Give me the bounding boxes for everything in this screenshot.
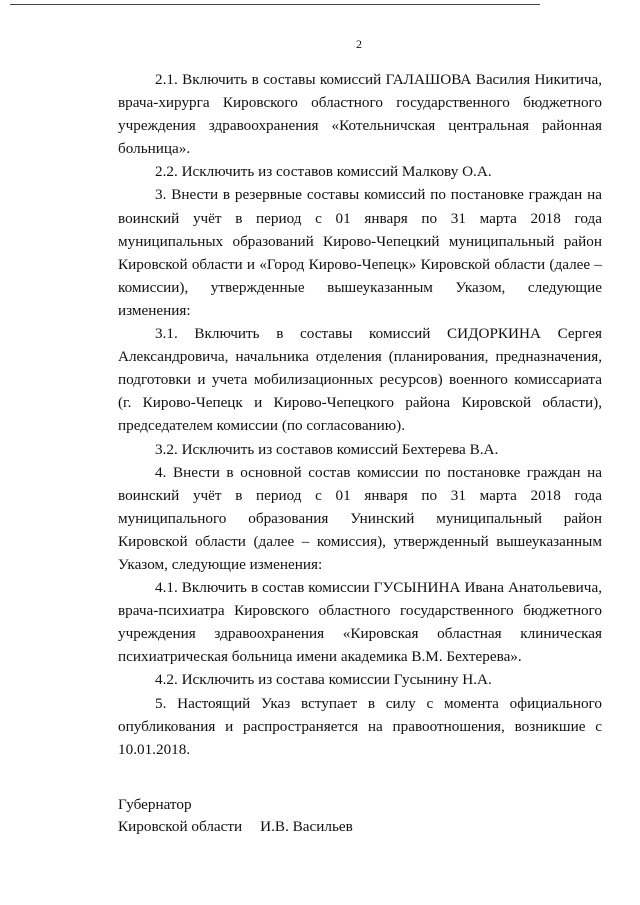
- document-body: [118, 68, 602, 761]
- paragraph-4-2: 4.2. Исключить из состава комиссии Гусынину Н.А.: [155, 671, 492, 689]
- paragraph-3: 3. Внести в резервные составы комиссий по постановке граждан на воинский учёт в период с 01 января по 31 марта 2018 года муниципальных образований Кирово-Чепецкий муниципальный район Кировской области и «Город Кирово-Чепецк» Кировской области (далее – комиссии), утвержденные вышеуказанным Указом, следующие изменения:: [118, 186, 602, 319]
- signature-region: Кировской области: [118, 818, 243, 835]
- signature-name: И.В. Васильев: [260, 818, 353, 835]
- paragraph-3-1: 3.1. Включить в составы комиссий СИДОРКИНА Сергея Александровича, начальника отделения (планирования, предназначения, подготовки и учета мобилизационных ресурсов) военного комиссариата (г. Кирово-Чепецк и Кирово-Чепецкого района Кировской области), председателем комиссии (по согласованию).: [118, 325, 602, 435]
- paragraph-4: 4. Внести в основной состав комиссии по постановке граждан на воинский учёт в период с 01 января по 31 марта 2018 года муниципального образования Унинский муниципальный район Кировской области (далее – комиссия), утвержденный вышеуказанным Указом, следующие изменения:: [118, 463, 602, 573]
- paragraph-4-1: 4.1. Включить в состав комиссии ГУСЫНИНА Ивана Анатольевича, врача-психиатра Кировского областного государственного бюджетного учреждения здравоохранения «Кировская областная клиническая психиатрическая больница имени академика В.М. Бехтерева».: [118, 579, 602, 666]
- paragraph-3-2: 3.2. Исключить из составов комиссий Бехтерева В.А.: [155, 440, 499, 458]
- signature-region-line: [118, 816, 518, 838]
- page-number: 2: [356, 37, 362, 51]
- paragraph-5: 5. Настоящий Указ вступает в силу с момента официального опубликования и распространяется на правоотношения, возникшие с 10.01.2018.: [118, 694, 602, 758]
- signature-title: Губернатор: [118, 796, 192, 813]
- top-rule: [10, 4, 540, 5]
- paragraph-2-2: 2.2. Исключить из составов комиссий Малкову О.А.: [155, 163, 492, 181]
- paragraph-2-1: 2.1. Включить в составы комиссий ГАЛАШОВА Василия Никитича, врача-хирурга Кировского областного государственного бюджетного учреждения здравоохранения «Котельничская центральная районная больница».: [118, 71, 602, 158]
- signature-block: [118, 794, 518, 838]
